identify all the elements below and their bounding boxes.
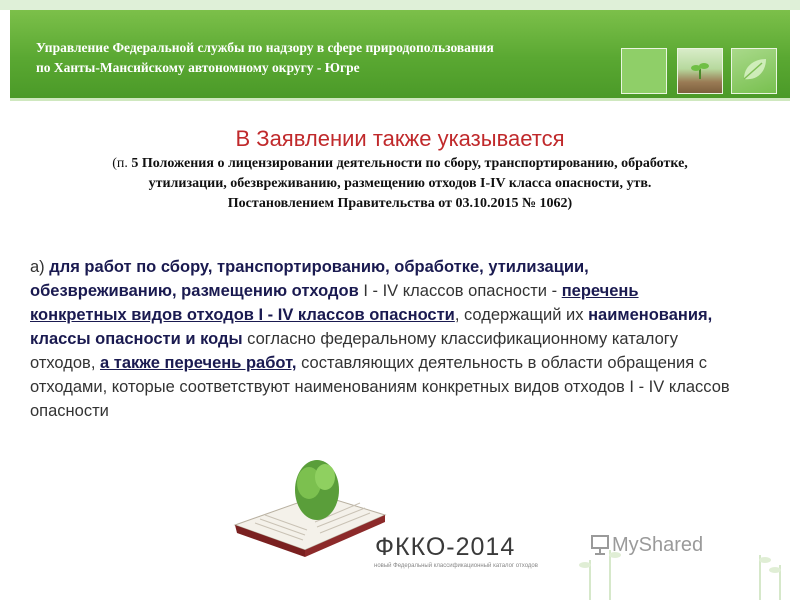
reference-note [110,154,690,214]
body-part5: , содержащий их [454,306,589,324]
body-part9: составляющих деятельность в области обращения с отходами, которые соответствуют наименованиям конкретных видов отходов I - IV классов опасности [30,354,730,420]
body-part4: перечень конкретных видов отходов I - IV классов опасности [30,282,639,324]
header-title-line2: по Ханты-Мансийскому автономному округу - Югре [36,60,360,75]
myshared-logo-icon [590,534,610,556]
watermark: MyShared [612,534,704,556]
header-divider [10,98,790,101]
reference-bold-text: 5 Положения о лицензировании деятельности по сбору, транспортированию, обработке, утилизации, обезвреживанию, размещению отходов I-IV класса опасности, утв. Постановлением Правительства от 03.10.2015 № 1062) [131,156,688,211]
leaf-icon [731,48,777,94]
slide-title: В Заявлении также указывается [235,126,565,151]
reference-prefix: (п. [112,156,132,171]
sprout-soil-icon [677,48,723,94]
open-book-icon [225,455,395,575]
decorative-plants [570,520,800,600]
body-part6: наименования, классы опасности и коды [30,306,713,348]
green-square-icon [621,48,667,94]
body-paragraph [30,255,730,423]
body-part1: а) [30,258,50,276]
header-title-line1: Управление Федеральной службы по надзору в сфере природопользования [36,40,494,55]
fkko-caption: новый Федеральный классификационный каталог отходов [374,563,538,569]
header-banner [10,10,790,98]
body-part7: согласно федеральному классификационному каталогу отходов, [30,330,679,372]
body-part2: для работ по сбору, транспортированию, обработке, утилизации, обезвреживанию, размещению отходов [30,258,589,300]
fkko-logo: ФККО-2014 [375,533,516,561]
header-title [36,38,616,78]
body-part3: I - IV классов опасности - [358,282,562,300]
top-stripe [0,0,800,10]
body-part8: а также перечень работ, [100,354,297,372]
